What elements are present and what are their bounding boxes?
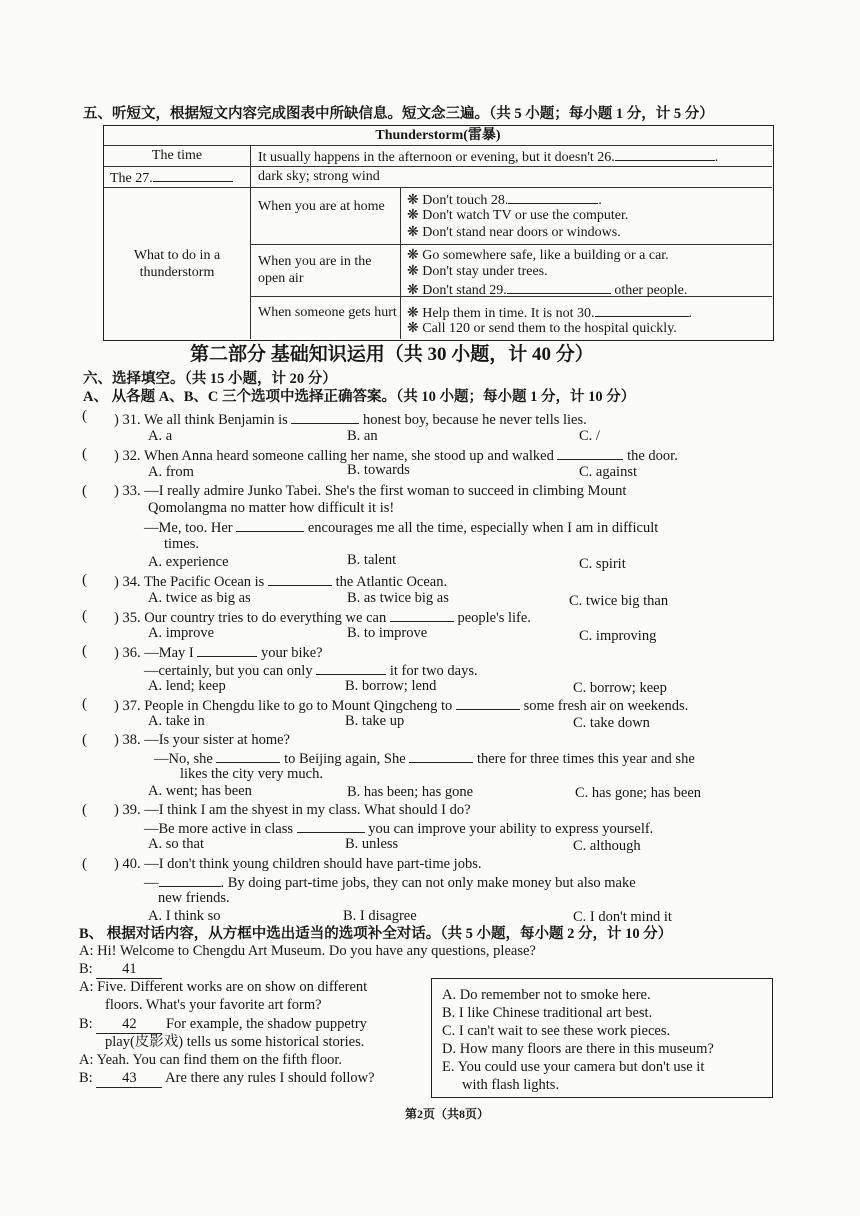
row-time-text: It usually happens in the afternoon or evening, but it doesn't 26. . bbox=[258, 147, 718, 166]
q32-option-b: B. towards bbox=[347, 462, 410, 478]
q36-option-b: B. borrow; lend bbox=[345, 678, 437, 694]
q34-option-a: A. twice as big as bbox=[148, 590, 251, 606]
home-item-3: ❋ Don't stand near doors or windows. bbox=[407, 225, 621, 240]
q38-response: —No, she to Beijing again, She there for three times this year and she bbox=[154, 751, 695, 767]
q33-stem-2: Qomolangma no matter how difficult it is! bbox=[148, 500, 395, 516]
q37-option-c: C. take down bbox=[573, 715, 650, 731]
q38-option-b: B. has been; has gone bbox=[347, 784, 474, 800]
table-title: Thunderstorm(雷暴) bbox=[375, 128, 501, 143]
blank-42: 42 bbox=[96, 1016, 162, 1034]
q37-option-b: B. take up bbox=[345, 713, 405, 729]
air-item-3: ❋ Don't stand 29. other people. bbox=[407, 280, 687, 299]
option-e-continued: with flash lights. bbox=[462, 1077, 560, 1093]
q35-option-c: C. improving bbox=[579, 628, 657, 644]
q36-response: —certainly, but you can only it for two days. bbox=[144, 663, 478, 679]
row-27-label: The 27. bbox=[110, 168, 233, 187]
dialog-line-6: B: 43 Are there any rules I should follow? bbox=[79, 1070, 375, 1086]
q35-option-b: B. to improve bbox=[347, 625, 428, 641]
q33-response: —Me, too. Her encourages me all the time, especially when I am in difficult bbox=[144, 520, 659, 536]
q38-response-2: likes the city very much. bbox=[180, 766, 323, 782]
q31-option-b: B. an bbox=[347, 428, 378, 444]
option-e: E. You could use your camera but don't use it bbox=[442, 1059, 705, 1075]
air-label: When you are in the open air bbox=[258, 254, 372, 286]
q38-option-c: C. has gone; has been bbox=[575, 785, 702, 801]
air-item-1: ❋ Go somewhere safe, like a building or a car. bbox=[407, 248, 669, 263]
sectionB-header: B、 根据对话内容，从方框中选出适当的选项补全对话。（共 5 小题，每小题 2 分，计 10 分） bbox=[79, 926, 673, 942]
option-d: D. How many floors are there in this museum? bbox=[442, 1041, 714, 1057]
q39-stem: ) 39. —I think I am the shyest in my class. What should I do? bbox=[114, 802, 471, 818]
q37-option-a: A. take in bbox=[148, 713, 205, 729]
q33-option-a: A. experience bbox=[148, 554, 229, 570]
dialog-line-3b: floors. What's your favorite art form? bbox=[105, 997, 322, 1013]
options-box bbox=[431, 978, 773, 1098]
section5-header: 五、听短文，根据短文内容完成图表中所缺信息。短文念三遍。（共 5 小题；每小题 1 分，计 5 分） bbox=[83, 106, 714, 122]
blank-41: 41 bbox=[96, 961, 162, 979]
q32-stem: ) 32. When Anna heard someone calling her name, she stood up and walked the door. bbox=[114, 448, 678, 464]
q33-response-2: times. bbox=[164, 536, 200, 552]
what-to-do-label: What to do in a thunderstorm bbox=[133, 248, 221, 280]
q31-option-c: C. / bbox=[579, 428, 600, 444]
q39-option-b: B. unless bbox=[345, 836, 399, 852]
q32-option-c: C. against bbox=[579, 464, 637, 480]
q36-option-c: C. borrow; keep bbox=[573, 680, 667, 696]
q33-option-b: B. talent bbox=[347, 552, 397, 568]
q39-option-a: A. so that bbox=[148, 836, 204, 852]
q36-option-a: A. lend; keep bbox=[148, 678, 226, 694]
option-b: B. I like Chinese traditional art best. bbox=[442, 1005, 653, 1021]
row-27-text: dark sky; strong wind bbox=[258, 169, 380, 184]
q34-stem: ) 34. The Pacific Ocean is the Atlantic Ocean. bbox=[114, 574, 448, 590]
q40-option-b: B. I disagree bbox=[343, 908, 417, 924]
page-footer: 第2页（共8页） bbox=[405, 1107, 490, 1121]
q39-option-c: C. although bbox=[573, 838, 641, 854]
q31-option-a: A. a bbox=[148, 428, 173, 444]
q33-stem: ) 33. —I really admire Junko Tabei. She's the first woman to succeed in climbing Mount bbox=[114, 483, 627, 499]
dialog-line-4a: B: 42 For example, the shadow puppetry bbox=[79, 1016, 367, 1032]
dialog-line-4b: play(皮影戏) tells us some historical stories. bbox=[105, 1034, 365, 1050]
q31-stem: ) 31. We all think Benjamin is honest boy, because he never tells lies. bbox=[114, 412, 587, 428]
q38-option-a: A. went; has been bbox=[148, 783, 252, 799]
home-item-2: ❋ Don't watch TV or use the computer. bbox=[407, 208, 629, 223]
home-label: When you are at home bbox=[258, 199, 385, 214]
q34-option-c: C. twice big than bbox=[569, 593, 669, 609]
q40-response: — . By doing part-time jobs, they can not only make money but also make bbox=[144, 875, 636, 891]
dialog-line-5: A: Yeah. You can find them on the fifth floor. bbox=[79, 1052, 342, 1068]
q35-option-a: A. improve bbox=[148, 625, 215, 641]
hurt-item-1: ❋ Help them in time. It is not 30. . bbox=[407, 303, 692, 322]
q36-stem: ) 36. —May I your bike? bbox=[114, 645, 323, 661]
air-item-2: ❋ Don't stay under trees. bbox=[407, 264, 548, 279]
blank-43: 43 bbox=[96, 1070, 162, 1088]
q40-option-a: A. I think so bbox=[148, 908, 221, 924]
q40-option-c: C. I don't mind it bbox=[573, 909, 672, 925]
section6-header: 六、选择填空。（共 15 小题，计 20 分） bbox=[83, 371, 337, 387]
dialog-line-2: B: 41 bbox=[79, 961, 162, 979]
row-time-label: The time bbox=[151, 148, 203, 163]
option-c: C. I can't wait to see these work pieces. bbox=[442, 1023, 671, 1039]
part2-title: 第二部分 基础知识运用（共 30 小题，计 40 分） bbox=[190, 344, 594, 365]
q33-option-c: C. spirit bbox=[579, 556, 626, 572]
hurt-label: When someone gets hurt bbox=[258, 305, 397, 320]
hurt-item-2: ❋ Call 120 or send them to the hospital quickly. bbox=[407, 321, 677, 336]
home-item-1: ❋ Don't touch 28. . bbox=[407, 190, 602, 209]
q34-option-b: B. as twice big as bbox=[347, 590, 449, 606]
thunderstorm-table bbox=[103, 125, 774, 341]
dialog-line-1: A: Hi! Welcome to Chengdu Art Museum. Do you have any questions, please? bbox=[79, 943, 536, 959]
q39-response: —Be more active in class you can improve your ability to express yourself. bbox=[144, 821, 654, 837]
q35-stem: ) 35. Our country tries to do everything we can people's life. bbox=[114, 610, 531, 626]
dialog-line-3a: A: Five. Different works are on show on different bbox=[79, 979, 368, 995]
q32-option-a: A. from bbox=[148, 464, 194, 480]
q40-stem: ) 40. —I don't think young children should have part-time jobs. bbox=[114, 856, 482, 872]
option-a: A. Do remember not to smoke here. bbox=[442, 987, 651, 1003]
sectionA-header: A、 从各题 A、B、C 三个选项中选择正确答案。（共 10 小题；每小题 1 分，计 10 分） bbox=[83, 389, 636, 405]
q38-stem: ) 38. —Is your sister at home? bbox=[114, 732, 290, 748]
q40-response-2: new friends. bbox=[158, 890, 230, 906]
q37-stem: ) 37. People in Chengdu like to go to Mount Qingcheng to some fresh air on weekends. bbox=[114, 698, 689, 714]
